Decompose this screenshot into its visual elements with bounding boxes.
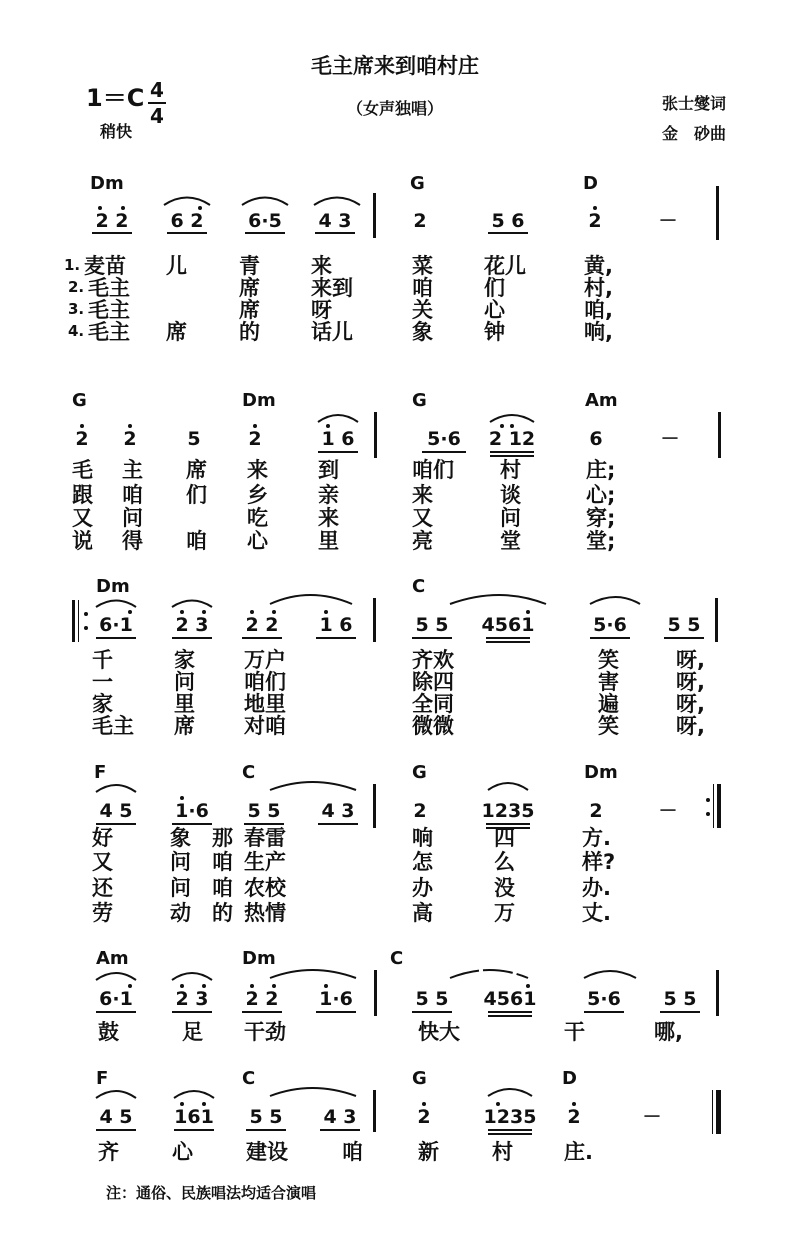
lyric: 么 xyxy=(494,850,515,874)
lyric: 花儿 xyxy=(484,254,526,278)
lyric: 一 xyxy=(92,670,113,694)
note-group: 2 2 xyxy=(245,988,279,1010)
octave-dot xyxy=(324,610,328,614)
note-group: 4 5 xyxy=(99,800,133,822)
lyric: 堂 xyxy=(500,529,521,553)
octave-dot xyxy=(180,610,184,614)
verse-number: 3. xyxy=(68,300,85,318)
octave-dot xyxy=(272,984,276,988)
lyric: 万 xyxy=(494,901,515,925)
octave-dot xyxy=(80,424,84,428)
lyric: 齐欢 xyxy=(412,648,454,672)
octave-dot xyxy=(526,610,530,614)
note-group: 5 5 xyxy=(415,988,449,1010)
chord-symbol: G xyxy=(412,762,427,783)
note-group: 5 5 xyxy=(415,614,449,636)
lyric: 席 xyxy=(174,714,195,738)
octave-dot xyxy=(510,424,514,428)
lyric: 干 xyxy=(564,1020,585,1044)
lyric: 钟 xyxy=(484,320,505,344)
lyric: 咱, xyxy=(584,298,613,322)
lyric: 的 xyxy=(212,901,233,925)
note-group: 6·1 xyxy=(99,614,133,636)
lyric: 们 xyxy=(186,483,207,507)
lyric: 丈. xyxy=(582,901,611,925)
lyric: 问 xyxy=(174,670,195,694)
chord-symbol: Dm xyxy=(242,390,276,411)
time-signature-top: 4 xyxy=(150,78,164,102)
note-group: 4 3 xyxy=(321,800,355,822)
lyric: 又 xyxy=(72,506,93,530)
chord-symbol: G xyxy=(72,390,87,411)
lyric: 心 xyxy=(484,298,505,322)
lyric: 到 xyxy=(318,458,339,482)
note-group: 2 3 xyxy=(175,988,209,1010)
time-signature-bottom: 4 xyxy=(150,104,164,128)
lyric: 话儿 xyxy=(311,320,353,344)
lyric: 微微 xyxy=(412,714,454,738)
lyric: 咱们 xyxy=(412,458,454,482)
octave-dot xyxy=(202,610,206,614)
octave-dot xyxy=(202,1102,206,1106)
note-group: 5 5 xyxy=(663,988,697,1010)
note-group: 2 2 xyxy=(245,614,279,636)
lyric: 四 xyxy=(494,826,515,850)
octave-dot xyxy=(324,984,328,988)
lyric: 来 xyxy=(311,254,332,278)
lyric: 主 xyxy=(122,458,143,482)
lyric: 来 xyxy=(412,483,433,507)
lyric: 儿 xyxy=(166,254,187,278)
octave-dot xyxy=(250,610,254,614)
lyric: 呀, xyxy=(676,648,705,672)
chord-symbol: C xyxy=(390,948,404,969)
lyric: 来到 xyxy=(311,276,353,300)
song-subtitle: （女声独唱） xyxy=(346,99,443,118)
octave-dot xyxy=(128,984,132,988)
lyric: 建设 xyxy=(246,1140,288,1164)
lyric: 庄. xyxy=(564,1140,593,1164)
lyric: 呀, xyxy=(676,692,705,716)
footnote: 注：通俗、民族唱法均适合演唱 xyxy=(106,1184,317,1202)
octave-dot xyxy=(180,796,184,800)
note: 2 xyxy=(589,800,603,822)
note: 5 xyxy=(187,428,201,450)
note-group: 161 xyxy=(174,1106,214,1128)
note-group: 1·6 xyxy=(175,800,209,822)
note-group: 2 12 xyxy=(488,428,536,450)
octave-dot xyxy=(496,1102,500,1106)
lyric: 好 xyxy=(92,826,113,850)
note-group: 4561 xyxy=(481,614,535,636)
lyric: 笑 xyxy=(598,648,619,672)
note-group: 5 5 xyxy=(247,800,281,822)
lyric: 咱 xyxy=(186,529,207,553)
octave-dot xyxy=(593,206,597,210)
lyric: 谈 xyxy=(500,483,521,507)
chord-symbol: Am xyxy=(585,390,618,411)
lyric: 响 xyxy=(412,826,433,850)
lyric: 哪, xyxy=(654,1020,683,1044)
lyric: 黄, xyxy=(584,254,613,278)
octave-dot xyxy=(572,1102,576,1106)
lyric: 庄; xyxy=(586,458,616,482)
key-signature: 1＝C xyxy=(86,84,145,112)
note: 2 xyxy=(413,800,427,822)
lyric: 怎 xyxy=(412,850,433,874)
lyric: 高 xyxy=(412,901,433,925)
lyric: 动 xyxy=(170,901,191,925)
lyric: 吃 xyxy=(247,506,268,530)
lyric: 方. xyxy=(582,826,611,850)
lyric: 农校 xyxy=(244,876,286,900)
lyric: 们 xyxy=(484,276,505,300)
note-group: 5 6 xyxy=(491,210,525,232)
lyric: 来 xyxy=(318,506,339,530)
octave-dot xyxy=(422,1102,426,1106)
note-group: 4 3 xyxy=(318,210,352,232)
lyricist: 张士燮词 xyxy=(661,94,726,113)
note-group: 1235 xyxy=(483,1106,537,1128)
octave-dot xyxy=(198,206,202,210)
note-group: 2 xyxy=(588,210,602,232)
lyric: 问 xyxy=(170,850,191,874)
note: 6 xyxy=(589,428,603,450)
note-group: － xyxy=(658,210,678,232)
octave-dot xyxy=(180,984,184,988)
octave-dot xyxy=(272,610,276,614)
note-group: 1235 xyxy=(481,800,535,822)
lyric: 跟 xyxy=(72,483,93,507)
note-group: 5·6 xyxy=(593,614,627,636)
lyric: 快大 xyxy=(418,1020,460,1044)
chord-symbol: Dm xyxy=(242,948,276,969)
lyric: 呀, xyxy=(676,714,705,738)
octave-dot xyxy=(121,206,125,210)
composer: 金 砂曲 xyxy=(661,124,726,143)
lyric: 得 xyxy=(122,529,143,553)
note: － xyxy=(660,428,680,450)
lyric: 毛 xyxy=(72,458,93,482)
lyric: 呀 xyxy=(311,298,332,322)
lyric: 那 xyxy=(212,826,233,850)
lyric: 热情 xyxy=(244,901,286,925)
note-group: 2 3 xyxy=(175,614,209,636)
chord-symbol: D xyxy=(562,1068,577,1089)
note: 2 xyxy=(75,428,89,450)
lyric: 堂; xyxy=(586,529,616,553)
lyric: 又 xyxy=(92,850,113,874)
note-group: 1·6 xyxy=(319,988,353,1010)
chord-symbol: G xyxy=(410,173,425,194)
lyric: 麦苗 xyxy=(84,254,126,278)
lyric: 又 xyxy=(412,506,433,530)
note-group: 4 3 xyxy=(323,1106,357,1128)
lyric: 除四 xyxy=(412,670,454,694)
lyric: 咱 xyxy=(212,850,233,874)
lyric: 万户 xyxy=(244,648,286,672)
lyric: 来 xyxy=(247,458,268,482)
lyric: 办. xyxy=(582,876,611,900)
lyric: 毛主 xyxy=(88,320,130,344)
note-group: 5·6 xyxy=(587,988,621,1010)
chord-symbol: G xyxy=(412,390,427,411)
chord-symbol: Dm xyxy=(90,173,124,194)
lyric: 毛主 xyxy=(92,714,134,738)
chord-symbol: C xyxy=(242,1068,256,1089)
note-group: 5 5 xyxy=(249,1106,283,1128)
song-title: 毛主席来到咱村庄 xyxy=(311,54,479,78)
lyric: 呀, xyxy=(676,670,705,694)
lyric: 劳 xyxy=(92,901,113,925)
lyric: 村, xyxy=(584,276,613,300)
note-group: 2 2 xyxy=(95,210,129,232)
octave-dot xyxy=(128,610,132,614)
chord-symbol: D xyxy=(583,173,598,194)
lyric: 亮 xyxy=(412,529,433,553)
lyric: 毛主 xyxy=(88,276,130,300)
lyric: 咱 xyxy=(412,276,433,300)
chord-symbol: Am xyxy=(96,948,129,969)
lyric: 足 xyxy=(182,1020,203,1044)
lyric: 菜 xyxy=(412,254,433,278)
lyric: 乡 xyxy=(247,483,268,507)
chord-symbol: F xyxy=(96,1068,109,1089)
note-group: 5·6 xyxy=(427,428,461,450)
lyric: 遍 xyxy=(598,692,619,716)
note-group: 4 5 xyxy=(99,1106,133,1128)
lyric: 害 xyxy=(598,670,619,694)
octave-dot xyxy=(202,984,206,988)
chord-symbol: F xyxy=(94,762,107,783)
lyric: 对咱 xyxy=(244,714,286,738)
lyric: 新 xyxy=(418,1140,439,1164)
lyric: 还 xyxy=(92,876,113,900)
note: 2 xyxy=(248,428,262,450)
lyric: 心; xyxy=(586,483,616,507)
verse-number: 2. xyxy=(68,278,85,296)
lyric: 干劲 xyxy=(244,1020,286,1044)
lyric: 的 xyxy=(239,320,260,344)
note-group: 6 2 xyxy=(170,210,204,232)
lyric: 千 xyxy=(92,648,113,672)
lyric: 村 xyxy=(500,458,521,482)
lyric: 亲 xyxy=(318,483,339,507)
lyric: 春雷 xyxy=(244,826,286,850)
lyric: 咱们 xyxy=(244,670,286,694)
lyric: 席 xyxy=(186,458,207,482)
lyric: 地里 xyxy=(244,692,286,716)
lyric: 问 xyxy=(122,506,143,530)
note: 2 xyxy=(567,1106,581,1128)
lyric: 问 xyxy=(170,876,191,900)
lyric: 笑 xyxy=(598,714,619,738)
lyric: 家 xyxy=(92,692,113,716)
lyric: 心 xyxy=(247,529,268,553)
lyric: 响, xyxy=(584,320,613,344)
note: 2 xyxy=(123,428,137,450)
lyric: 里 xyxy=(318,529,339,553)
lyric: 没 xyxy=(494,876,515,900)
note-group: 1 6 xyxy=(319,614,353,636)
note-group: 6·5 xyxy=(248,210,282,232)
lyric: 里 xyxy=(174,692,195,716)
lyric: 咱 xyxy=(122,483,143,507)
lyric: 问 xyxy=(500,506,521,530)
lyric: 象 xyxy=(170,826,191,850)
note: － xyxy=(642,1106,662,1128)
note-group: 2 xyxy=(413,210,427,232)
note: － xyxy=(658,800,678,822)
lyric: 村 xyxy=(492,1140,513,1164)
chord-symbol: C xyxy=(242,762,256,783)
note-group: 5 5 xyxy=(667,614,701,636)
lyric: 生产 xyxy=(244,850,286,874)
note-group: 4561 xyxy=(483,988,537,1010)
octave-dot xyxy=(98,206,102,210)
octave-dot xyxy=(526,984,530,988)
octave-dot xyxy=(326,424,330,428)
lyric: 全同 xyxy=(412,692,454,716)
lyric: 办 xyxy=(412,876,433,900)
note: 2 xyxy=(417,1106,431,1128)
lyric: 心 xyxy=(172,1140,193,1164)
lyric: 穿; xyxy=(586,506,616,530)
lyric: 象 xyxy=(412,320,433,344)
lyric: 席 xyxy=(239,276,260,300)
chord-symbol: C xyxy=(412,576,426,597)
note-group: 6·1 xyxy=(99,988,133,1010)
chord-symbol: Dm xyxy=(584,762,618,783)
octave-dot xyxy=(500,424,504,428)
chord-symbol: Dm xyxy=(96,576,130,597)
lyric: 咱 xyxy=(212,876,233,900)
lyric: 咱 xyxy=(342,1140,363,1164)
lyric: 青 xyxy=(239,254,260,278)
octave-dot xyxy=(253,424,257,428)
lyric: 家 xyxy=(174,648,195,672)
verse-number: 1. xyxy=(64,256,81,274)
chord-symbol: G xyxy=(412,1068,427,1089)
verse-number: 4. xyxy=(68,322,85,340)
note-group: 1 6 xyxy=(321,428,355,450)
lyric: 样? xyxy=(582,850,616,874)
octave-dot xyxy=(128,424,132,428)
lyric: 齐 xyxy=(98,1140,119,1164)
tempo-marking: 稍快 xyxy=(100,122,133,141)
lyric: 席 xyxy=(239,298,260,322)
lyric: 席 xyxy=(166,320,187,344)
lyric: 关 xyxy=(412,298,433,322)
octave-dot xyxy=(250,984,254,988)
lyric: 鼓 xyxy=(98,1020,119,1044)
lyric: 说 xyxy=(72,529,93,553)
lyric: 毛主 xyxy=(88,298,130,322)
octave-dot xyxy=(180,1102,184,1106)
